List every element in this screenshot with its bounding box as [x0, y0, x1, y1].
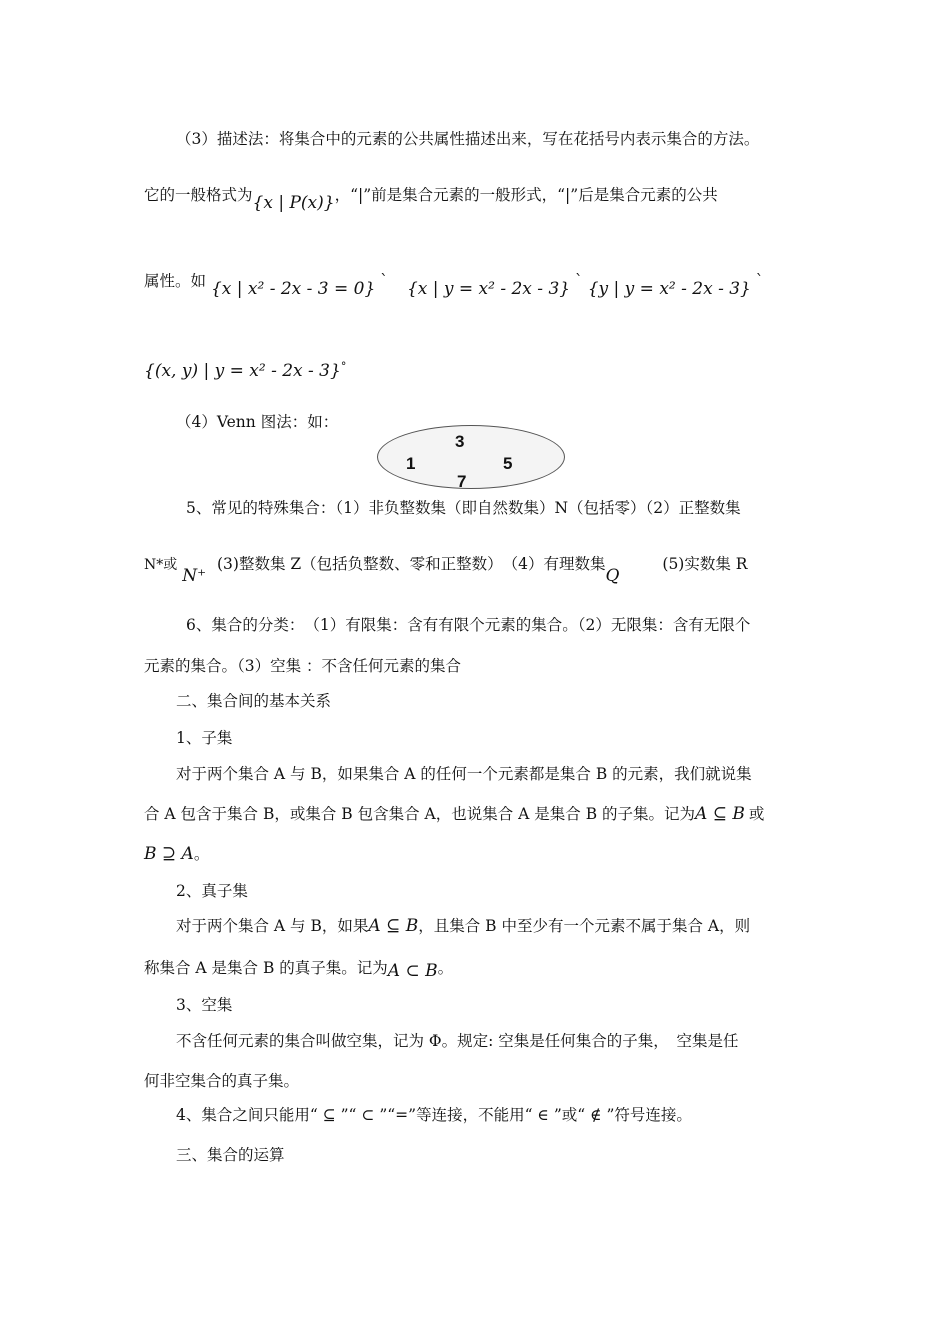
venn-element: 7 — [457, 472, 467, 491]
line-subset-def-1: 对于两个集合 A 与 B，如果集合 A 的任何一个元素都是集合 B 的元素，我们就说集 — [176, 765, 752, 783]
line-examples — [144, 270, 764, 299]
text: 它的一般格式为 — [144, 186, 253, 204]
text: (3)整数集 Z（包括负整数、零和正整数） （4）有理数集 — [216, 555, 606, 573]
math-superset: B ⊇ A — [144, 844, 194, 864]
subheading-subset: 1、子集 — [176, 729, 233, 747]
math-example-1: {x | x² - 2x - 3 = 0} — [210, 279, 376, 299]
text: ，“|”前是集合元素的一般形式，“|”后是集合元素的公共 — [334, 186, 718, 204]
text: 属性。如 — [144, 272, 207, 290]
text: 合 A 包含于集合 B，或集合 B 包含集合 A，也说集合 A 是集合 B 的子集。记为 — [144, 805, 696, 823]
line-empty-set-1: 不含任何元素的集合叫做空集，记为 Φ。规定: 空集是任何集合的子集， 空集是任 — [176, 1032, 739, 1050]
math-proper-subset: A ⊂ B — [387, 961, 438, 981]
line-descriptive-method: （3）描述法：将集合中的元素的公共属性描述出来，写在花括号内表示集合的方法。 — [176, 130, 760, 148]
venn-element: 5 — [503, 454, 513, 473]
math-subset: A ⊆ B — [695, 804, 745, 824]
section-heading-2: 二、集合间的基本关系 — [176, 692, 332, 710]
venn-element: 3 — [455, 432, 465, 451]
line-venn-method: （4）Venn 图法：如： — [176, 413, 339, 431]
line-subset-def-2 — [144, 803, 764, 825]
line-relation-symbols: 4、集合之间只能用“ ⊆ ”“ ⊂ ”“=”等连接，不能用“ ∈ ”或“ ∉ ”符号连接。 — [176, 1106, 692, 1124]
venn-element: 1 — [406, 454, 416, 473]
section-heading-3: 三、集合的运算 — [176, 1146, 285, 1164]
math-subset: A ⊆ B — [368, 916, 419, 936]
text: 。 — [437, 959, 454, 977]
line-special-sets: 5、常见的特殊集合：（1）非负整数集（即自然数集）N（包括零）（2）正整数集 — [186, 499, 741, 517]
text: 。 — [193, 845, 210, 863]
text: (5)实数集 R — [662, 555, 748, 573]
line-example-4 — [144, 360, 346, 384]
math-rationals: Q — [605, 566, 620, 586]
line-proper-subset-def-1 — [176, 915, 750, 937]
math-example-3: {y | y = x² - 2x - 3} — [587, 279, 751, 299]
separator: ` — [755, 272, 764, 290]
text: 或 — [748, 805, 765, 823]
subheading-proper-subset: 2、真子集 — [176, 882, 248, 900]
line-general-form — [144, 184, 718, 213]
math-positive-integers: N⁺ — [182, 566, 207, 586]
line-proper-subset-def-2 — [144, 957, 453, 979]
text: N*或 — [144, 557, 178, 573]
venn-diagram — [377, 425, 565, 489]
subheading-empty-set: 3、空集 — [176, 996, 233, 1014]
separator: ` — [380, 272, 388, 290]
math-set-builder: {x | P(x)} — [252, 193, 335, 213]
line-empty-set-def: 元素的集合。（3）空集 ：不含任何元素的集合 — [144, 657, 462, 675]
text: ° — [340, 360, 347, 373]
separator: ` — [575, 272, 583, 290]
line-number-sets — [144, 553, 748, 586]
text: 对于两个集合 A 与 B，如果 — [176, 917, 369, 935]
line-set-classification: 6、集合的分类： （1）有限集：含有有限个元素的集合。（2）无限集：含有无限个 — [186, 616, 751, 634]
line-subset-def-3 — [144, 843, 209, 865]
math-example-4: {(x, y) | y = x² - 2x - 3} — [144, 361, 341, 381]
line-empty-set-2: 何非空集合的真子集。 — [144, 1072, 300, 1090]
math-example-2: {x | y = x² - 2x - 3} — [406, 279, 571, 299]
text: 称集合 A 是集合 B 的真子集。记为 — [144, 959, 388, 977]
text: ，且集合 B 中至少有一个元素不属于集合 A，则 — [418, 917, 751, 935]
